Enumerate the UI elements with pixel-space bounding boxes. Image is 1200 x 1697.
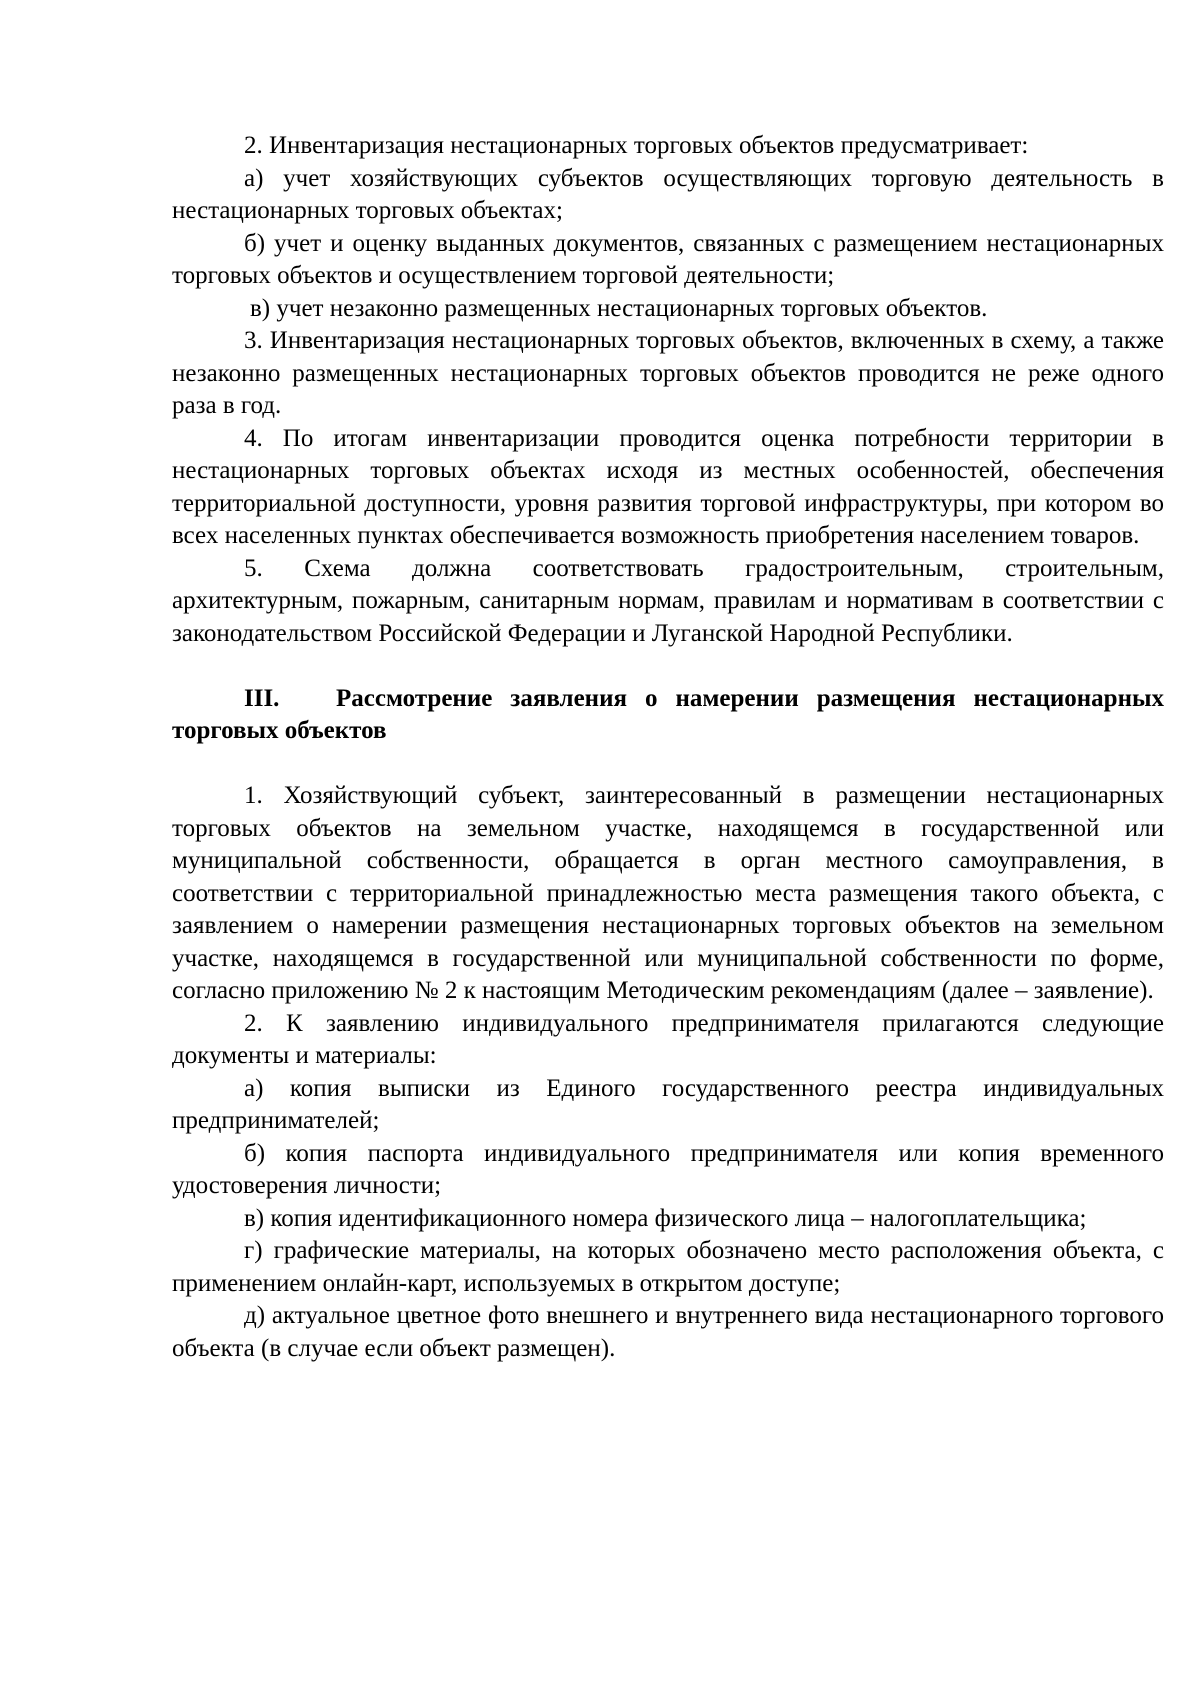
paragraph-s3-item-a: а) копия выписки из Единого государственного реестра индивидуальных предпринимателей; bbox=[172, 1074, 1164, 1134]
section-heading bbox=[172, 683, 1164, 748]
spacer bbox=[172, 650, 1164, 683]
paragraph-4: 4. По итогам инвентаризации проводится оценка потребности территории в нестационарных торговых объектах исходя из местных особенностей, обеспечения территориальной доступности, уровня развития торговой инфраструктуры, при котором во всех населенных пунктах обеспечивается возможность приобретения населением товаров. bbox=[172, 424, 1164, 549]
paragraph-s3-item-b: б) копия паспорта индивидуального предпринимателя или копия временного удостоверения личности; bbox=[172, 1139, 1164, 1199]
document-page bbox=[172, 130, 1164, 1365]
paragraph-3: 3. Инвентаризация нестационарных торговых объектов, включенных в схему, а также незаконно размещенных нестационарных торговых объектов проводится не реже одного раза в год. bbox=[172, 327, 1164, 419]
paragraph-s3-1: 1. Хозяйствующий субъект, заинтересованный в размещении нестационарных торговых объектов на земельном участке, находящемся в государственной или муниципальной собственности, обращается в орган местного самоуправления, в соответствии с территориальной принадлежностью места размещения такого объекта, с заявлением о намерении размещения нестационарных торговых объектов на земельном участке, находящемся в государственной или муниципальной собственности по форме, согласно приложению № 2 к настоящим Методическим рекомендациям (далее – заявление). bbox=[172, 782, 1164, 1004]
paragraph-s3-item-v: в) копия идентификационного номера физического лица – налогоплательщика; bbox=[244, 1204, 1087, 1232]
paragraph-s3-2: 2. К заявлению индивидуального предпринимателя прилагаются следующие документы и материалы: bbox=[172, 1009, 1164, 1069]
paragraph-item-a: а) учет хозяйствующих субъектов осуществляющих торговую деятельность в нестационарных торговых объектах; bbox=[172, 164, 1164, 224]
section-title: Рассмотрение заявления о намерении размещения нестационарных торговых объектов bbox=[172, 684, 1164, 744]
paragraph-s3-item-g: г) графические материалы, на которых обозначено место расположения объекта, с применением онлайн-карт, используемых в открытом доступе; bbox=[172, 1237, 1164, 1297]
paragraph-s3-item-d: д) актуальное цветное фото внешнего и внутреннего вида нестационарного торгового объекта (в случае если объект размещен). bbox=[172, 1302, 1164, 1362]
paragraph-5: 5. Схема должна соответствовать градостроительным, строительным, архитектурным, пожарным, санитарным нормам, правилам и нормативам в соответствии с законодательством Российской Федерации и Луганской Народной Республики. bbox=[172, 554, 1164, 647]
paragraph-item-v: в) учет незаконно размещенных нестационарных торговых объектов. bbox=[250, 294, 988, 322]
spacer bbox=[172, 748, 1164, 781]
section-number: III. bbox=[244, 684, 280, 712]
paragraph-item-b: б) учет и оценку выданных документов, связанных с размещением нестационарных торговых объектов и осуществлением торговой деятельности; bbox=[172, 229, 1164, 289]
paragraph-inventory-intro: 2. Инвентаризация нестационарных торговых объектов предусматривает: bbox=[244, 132, 1029, 159]
